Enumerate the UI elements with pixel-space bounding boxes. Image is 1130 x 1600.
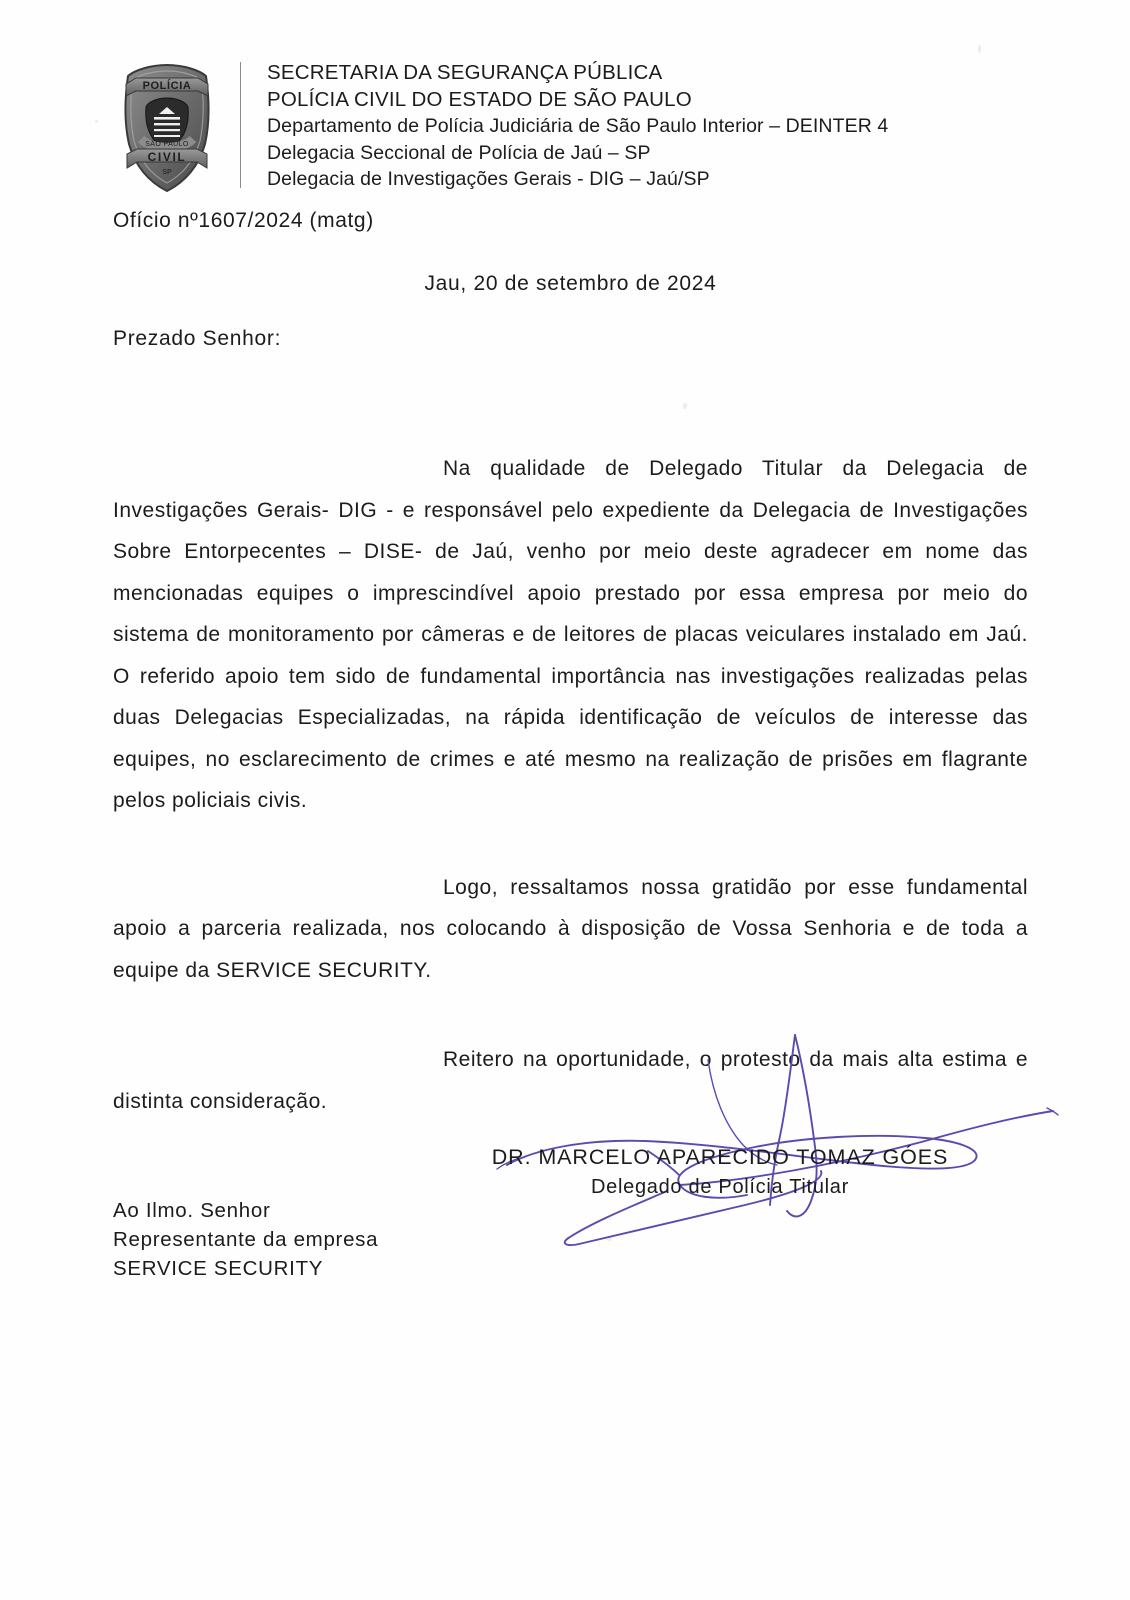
body-paragraph-1: Na qualidade de Delegado Titular da Delegacia de Investigações Gerais- DIG - e responsável pelo expediente da Delegacia de Investigações Sobre Entorpecentes – DISE- de Jaú, venho por meio deste agradecer em nome das mencionadas equipes o imprescindível apoio prestado por essa empresa por meio do sistema de monitoramento por câmeras e de leitores de placas veiculares instalado em Jaú. O referido apoio tem sido de fundamental importância nas investigações realizadas pelas duas Delegacias Especializadas, na rápida identificação de veículos de interesse das equipes, no esclarecimento de crimes e até mesmo na realização de prisões em flagrante pelos policiais civis. (113, 457, 1028, 812)
addressee-block (113, 1196, 378, 1283)
letterhead-divider (240, 62, 241, 188)
letterhead-line-4: Delegacia Seccional de Polícia de Jaú – SP (267, 141, 651, 164)
scan-artifact (978, 45, 981, 53)
letterhead (112, 58, 1052, 194)
badge-container (112, 58, 222, 194)
letterhead-line-1: SECRETARIA DA SEGURANÇA PÚBLICA (267, 61, 663, 84)
signer-name: DR. MARCELO APARECIDO TOMAZ GÓES (491, 1145, 949, 1169)
letterhead-line-5: Delegacia de Investigações Gerais - DIG – Jaú/SP (267, 168, 710, 190)
letterhead-text (267, 58, 1052, 193)
signer-title: Delegado de Polícia Titular (591, 1176, 849, 1198)
letterhead-line-2: POLÍCIA CIVIL DO ESTADO DE SÃO PAULO (267, 87, 692, 111)
svg-text:POLÍCIA: POLÍCIA (142, 80, 192, 92)
body-paragraph-2: Logo, ressaltamos nossa gratidão por esse fundamental apoio a parceria realizada, nos colocando à disposição de Vossa Senhoria e de toda a equipe da SERVICE SECURITY. (113, 875, 1028, 982)
date-line: Jau, 20 de setembro de 2024 (424, 272, 717, 295)
document-reference: Ofício nº1607/2024 (matg) (113, 209, 374, 232)
scan-artifact (95, 120, 98, 123)
salutation: Prezado Senhor: (113, 327, 282, 350)
svg-text:SÃO PAULO: SÃO PAULO (145, 141, 189, 148)
scan-artifact (607, 1238, 612, 1241)
addressee-line-2: Representante da empresa (113, 1228, 379, 1251)
police-badge-icon (119, 62, 215, 194)
scan-artifact (683, 403, 687, 409)
svg-text:CIVIL: CIVIL (147, 150, 187, 164)
addressee-line-3: SERVICE SECURITY (113, 1257, 324, 1280)
addressee-line-1: Ao Ilmo. Senhor (113, 1199, 271, 1222)
svg-text:SP: SP (162, 169, 172, 176)
letter-body (113, 448, 1028, 1122)
letterhead-line-3: Departamento de Polícia Judiciária de São Paulo Interior – DEINTER 4 (267, 115, 889, 137)
body-paragraph-3: Reitero na oportunidade, o protesto da mais alta estima e distinta consideração. (113, 1048, 1028, 1113)
signature-block (410, 1142, 1030, 1202)
